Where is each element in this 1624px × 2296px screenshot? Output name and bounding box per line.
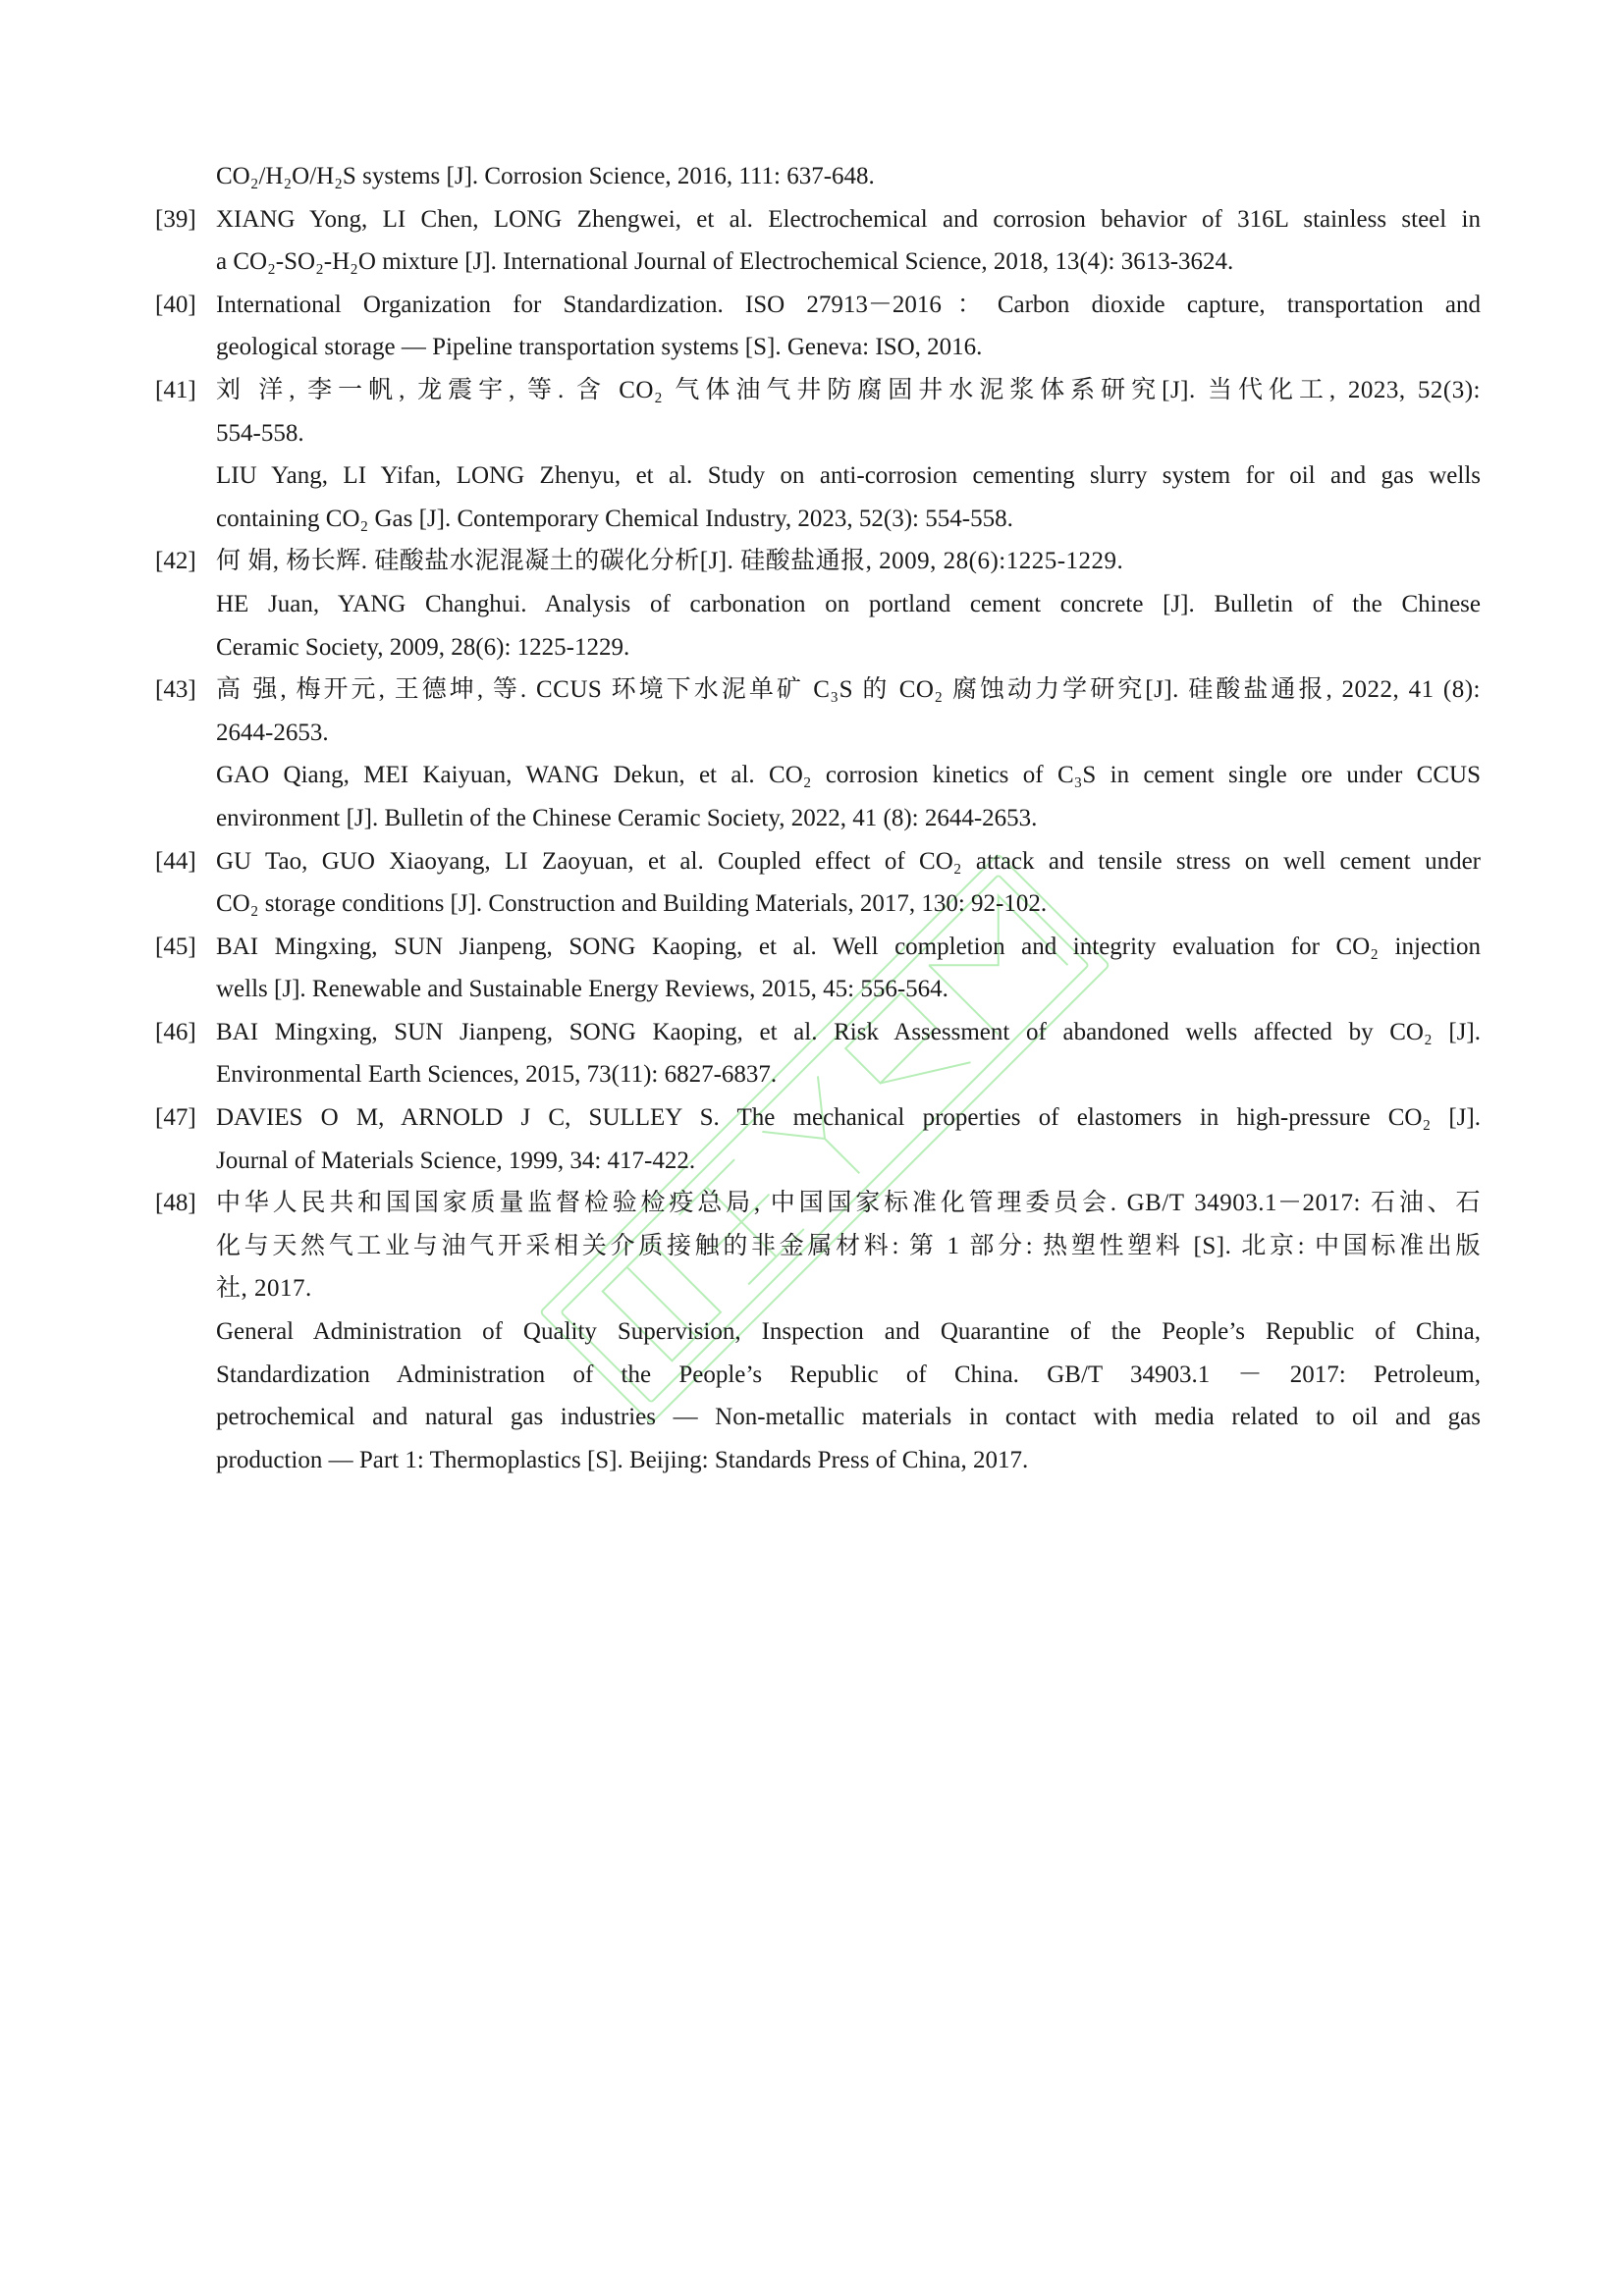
reference-line: HE Juan, YANG Changhui. Analysis of carbonation on portland cement concrete [J]. Bulletin of the Chinese [216,590,1481,617]
reference-line: International Organization for Standardization. ISO 27913－2016：Carbon dioxide capture, transportation and [216,291,1481,318]
reference-number: [45] [155,933,196,960]
reference-entry [155,840,1481,926]
reference-entry [155,926,1481,1011]
reference-text [216,155,1481,198]
reference-line: XIANG Yong, LI Chen, LONG Zhengwei, et al. Electrochemical and corrosion behavior of 316L stainless steel in [216,205,1481,233]
reference-line: geological storage — Pipeline transportation systems [S]. Geneva: ISO, 2016. [216,334,983,361]
reference-line: environment [J]. Bulletin of the Chinese Ceramic Society, 2022, 41 (8): 2644-2653. [216,804,1038,831]
reference-entry [155,198,1481,284]
reference-number: [43] [155,676,196,704]
reference-text [216,1096,1481,1182]
reference-text [216,926,1481,1011]
reference-entry [155,1182,1481,1481]
reference-line: Standardization Administration of the People’s Republic of China. GB/T 34903.1 － 2017: Petroleum, [216,1361,1481,1388]
reference-line: 化与天然气工业与油气开采相关介质接触的非金属材料: 第 1 部分: 热塑性塑料 [S]. 北京: 中国标准出版 [216,1232,1481,1259]
reference-line: Environmental Earth Sciences, 2015, 73(11): 6827-6837. [216,1061,778,1089]
reference-entry [155,1011,1481,1096]
reference-text [216,1182,1481,1481]
reference-text [216,668,1481,839]
reference-entry [155,369,1481,540]
reference-line: a CO₂-SO₂-H₂O mixture [J]. International Journal of Electrochemical Science, 2018, 13(4): 3613-3624. [216,248,1234,276]
reference-line: GU Tao, GUO Xiaoyang, LI Zaoyuan, et al. Coupled effect of CO₂ attack and tensile stress on well cement under [216,847,1481,875]
reference-number: [46] [155,1018,196,1045]
reference-line: 高 强, 梅开元, 王德坤, 等. CCUS 环境下水泥单矿 C₃S 的 CO₂ 腐蚀动力学研究[J]. 硅酸盐通报, 2022, 41 (8): [216,676,1481,704]
reference-number: [42] [155,548,196,575]
reference-line: DAVIES O M, ARNOLD J C, SULLEY S. The mechanical properties of elastomers in high-pressure CO₂ [J]. [216,1104,1481,1132]
reference-number: [40] [155,291,196,318]
reference-line: petrochemical and natural gas industries — Non-metallic materials in contact with media related to oil and gas [216,1404,1481,1431]
reference-number: [47] [155,1104,196,1132]
reference-entry [155,668,1481,839]
reference-list [155,155,1481,1481]
reference-number: [44] [155,847,196,875]
reference-text [216,198,1481,284]
reference-line: Journal of Materials Science, 1999, 34: 417-422. [216,1147,696,1174]
reference-line: LIU Yang, LI Yifan, LONG Zhenyu, et al. Study on anti-corrosion cementing slurry system for oil and gas wells [216,462,1481,490]
reference-entry [155,1096,1481,1182]
reference-line: BAI Mingxing, SUN Jianpeng, SONG Kaoping, et al. Well completion and integrity evaluation for CO₂ injection [216,933,1481,960]
reference-line: General Administration of Quality Supervision, Inspection and Quarantine of the People’s Republic of China, [216,1318,1481,1346]
reference-line: 刘 洋, 李一帆, 龙震宇, 等. 含 CO₂ 气体油气井防腐固井水泥浆体系研究[J]. 当代化工, 2023, 52(3): [216,376,1481,403]
reference-line: CO₂/H₂O/H₂S systems [J]. Corrosion Science, 2016, 111: 637-648. [216,163,875,189]
reference-entry [155,284,1481,369]
reference-line: Ceramic Society, 2009, 28(6): 1225-1229. [216,633,630,661]
reference-text [216,284,1481,369]
reference-line: BAI Mingxing, SUN Jianpeng, SONG Kaoping, et al. Risk Assessment of abandoned wells affected by CO₂ [J]. [216,1018,1481,1045]
reference-text [216,369,1481,540]
reference-text [216,1011,1481,1096]
reference-line: 何 娟, 杨长辉. 硅酸盐水泥混凝土的碳化分析[J]. 硅酸盐通报, 2009, 28(6):1225-1229. [216,548,1124,575]
reference-number: [48] [155,1190,196,1217]
reference-line: 554-558. [216,419,304,447]
reference-line: GAO Qiang, MEI Kaiyuan, WANG Dekun, et al. CO₂ corrosion kinetics of C₃S in cement single ore under CCUS [216,762,1481,789]
reference-line: production — Part 1: Thermoplastics [S]. Beijing: Standards Press of China, 2017. [216,1446,1029,1473]
reference-line: 2644-2653. [216,719,329,746]
reference-line: wells [J]. Renewable and Sustainable Energy Reviews, 2015, 45: 556-564. [216,976,948,1003]
reference-number: [39] [155,205,196,233]
reference-line: containing CO₂ Gas [J]. Contemporary Chemical Industry, 2023, 52(3): 554-558. [216,505,1013,532]
reference-text [216,840,1481,926]
reference-text [216,540,1481,668]
reference-line: 中华人民共和国国家质量监督检验检疫总局, 中国国家标准化管理委员会. GB/T 34903.1－2017: 石油、石 [216,1190,1481,1217]
reference-line: 社, 2017. [216,1275,312,1303]
reference-entry [155,155,1481,198]
reference-number: [41] [155,376,196,403]
reference-line: CO₂ storage conditions [J]. Construction and Building Materials, 2017, 130: 92-102. [216,890,1048,918]
reference-entry [155,540,1481,668]
